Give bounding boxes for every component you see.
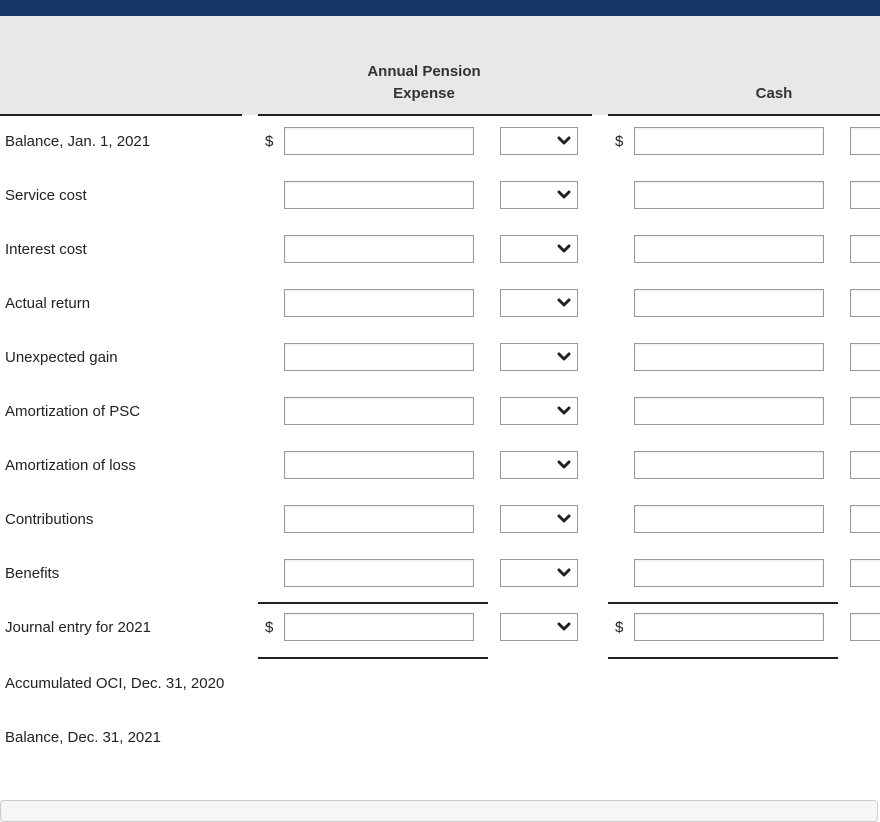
currency-symbol-pension: $ (265, 133, 274, 150)
row-label: Service cost (5, 187, 87, 204)
table-header (0, 16, 880, 115)
debit-credit-select[interactable] (500, 181, 578, 209)
pension-expense-input[interactable] (284, 181, 474, 209)
row-label: Contributions (5, 511, 94, 528)
pension-expense-input[interactable] (284, 235, 474, 263)
cash-input[interactable] (634, 343, 824, 371)
next-column-input[interactable] (850, 397, 880, 425)
column-header-pension-expense: Annual Pension Expense (367, 63, 481, 102)
row-label: Benefits (5, 565, 60, 582)
pension-expense-input[interactable] (284, 343, 474, 371)
pension-expense-input[interactable] (284, 451, 474, 479)
next-column-input[interactable] (850, 127, 880, 155)
cash-input[interactable] (634, 235, 824, 263)
pension-expense-input[interactable] (284, 397, 474, 425)
row-label: Unexpected gain (5, 349, 118, 366)
cash-input[interactable] (634, 559, 824, 587)
cash-input[interactable] (634, 613, 824, 641)
pension-expense-input[interactable] (284, 289, 474, 317)
row-label: Actual return (5, 295, 91, 312)
pension-expense-input[interactable] (284, 127, 474, 155)
cash-input[interactable] (634, 181, 824, 209)
pension-expense-input[interactable] (284, 559, 474, 587)
header-rule-cash (608, 114, 880, 116)
cash-input[interactable] (634, 505, 824, 533)
pension-expense-input[interactable] (284, 505, 474, 533)
header-rule-labels (0, 114, 242, 116)
row-label: Amortization of loss (5, 457, 136, 474)
cash-input[interactable] (634, 397, 824, 425)
debit-credit-select[interactable] (500, 289, 578, 317)
row-label: Journal entry for 2021 (5, 619, 151, 636)
cash-input[interactable] (634, 289, 824, 317)
header-rule-pension (258, 114, 592, 116)
debit-credit-select[interactable] (500, 127, 578, 155)
next-column-input[interactable] (850, 181, 880, 209)
row-label: Accumulated OCI, Dec. 31, 2020 (5, 675, 225, 692)
column-header-cash: Cash (755, 85, 793, 102)
total-rule-bottom-pension (258, 657, 488, 659)
currency-symbol-cash: $ (615, 619, 624, 636)
next-column-input[interactable] (850, 505, 880, 533)
total-rule-bottom-cash (608, 657, 838, 659)
debit-credit-select[interactable] (500, 559, 578, 587)
pension-expense-input[interactable] (284, 613, 474, 641)
bottom-panel (0, 800, 878, 822)
cash-input[interactable] (634, 127, 824, 155)
total-rule-top-cash (608, 602, 838, 604)
total-rule-top-pension (258, 602, 488, 604)
row-label: Amortization of PSC (5, 403, 141, 420)
row-label: Balance, Jan. 1, 2021 (5, 133, 151, 150)
debit-credit-select[interactable] (500, 613, 578, 641)
debit-credit-select[interactable] (500, 505, 578, 533)
next-column-input[interactable] (850, 559, 880, 587)
row-label: Interest cost (5, 241, 87, 258)
currency-symbol-pension: $ (265, 619, 274, 636)
top-bar (0, 0, 880, 16)
debit-credit-select[interactable] (500, 397, 578, 425)
next-column-input[interactable] (850, 613, 880, 641)
next-column-input[interactable] (850, 235, 880, 263)
cash-input[interactable] (634, 451, 824, 479)
row-label: Balance, Dec. 31, 2021 (5, 729, 161, 746)
next-column-input[interactable] (850, 289, 880, 317)
debit-credit-select[interactable] (500, 451, 578, 479)
next-column-input[interactable] (850, 343, 880, 371)
next-column-input[interactable] (850, 451, 880, 479)
currency-symbol-cash: $ (615, 133, 624, 150)
debit-credit-select[interactable] (500, 235, 578, 263)
debit-credit-select[interactable] (500, 343, 578, 371)
